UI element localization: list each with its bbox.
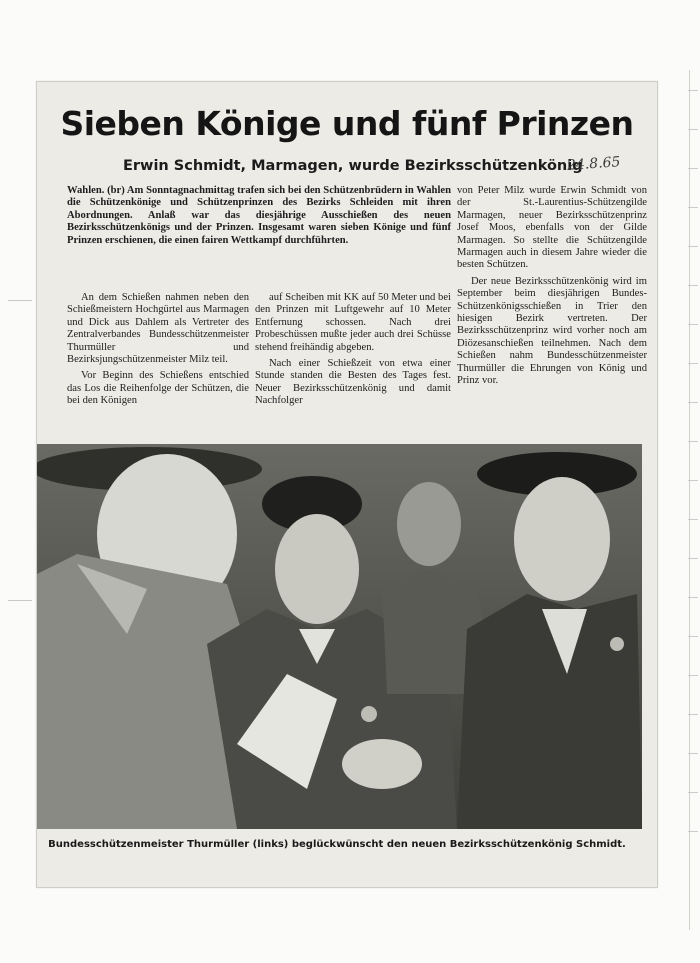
scan-edge-mark	[8, 600, 32, 601]
article-column-2	[255, 292, 451, 412]
article-headline: Sieben Könige und fünf Prinzen	[60, 104, 634, 143]
photo-caption: Bundesschützenmeister Thurmüller (links) beglückwünscht den neuen Bezirksschützenkönig Schmidt.	[48, 839, 626, 850]
article-column-1	[67, 292, 249, 412]
paragraph: Der neue Bezirksschützenkönig wird im September beim diesjährigen Bundes-Schützenkönigsschießen in Trier den hiesigen Bezirk vertreten. Der Bezirksschützenprinz wird vorher noch am Diözesanschießen teilnehmen. Nach dem Schießen nahm Bundesschützenmeister Thurmüller die Ehrungen von König und Prinz vor.	[457, 275, 647, 387]
article-subheadline: Erwin Schmidt, Marmagen, wurde Bezirksschützenkönig	[123, 158, 583, 174]
photo-illustration	[37, 444, 642, 829]
paragraph: auf Scheiben mit KK auf 50 Meter und bei den Prinzen mit Luftgewehr auf 10 Meter Entfernung schossen. Nach drei Probeschüssen mußte jeder auch drei Schüsse stehend freihändig abgeben.	[255, 292, 451, 353]
handwritten-date: 24.8.65	[566, 154, 621, 174]
paragraph: Vor Beginn des Schießens entschied das Los die Reihenfolge der Schützen, die bei den Königen	[67, 370, 249, 407]
scan-edge-mark	[8, 300, 32, 301]
paragraph: Nach einer Schießzeit von etwa einer Stunde standen die Besten des Tages fest. Neuer Bezirksschützenkönig und damit Nachfolger	[255, 358, 451, 407]
lead-paragraph	[67, 185, 451, 251]
paragraph: von Peter Milz wurde Erwin Schmidt von der St.-Laurentius-Schützengilde Marmagen, neuer Bezirksschützenprinz Josef Moos, ebenfalls von der Gilde Marmagen. So stellte die Schützengilde Marmagen auch in diesem Jahre wieder die besten Schützen.	[457, 185, 647, 271]
article-column-3	[457, 185, 647, 392]
lead-text: Wahlen. (br) Am Sonntagnachmittag trafen sich bei den Schützenbrüdern in Wahlen die Schützenkönige und Schützenprinzen des Bezirks Schleiden mit ihren Abordnungen. Anlaß war das diesjährige Ausschießen des neuen Bezirksschützenkönigs und der Prinzen. Insgesamt waren sieben Könige und fünf Prinzen erschienen, die einen fairen Wettkampf durchführten.	[67, 185, 451, 246]
news-photo	[37, 444, 642, 829]
newspaper-clipping	[36, 81, 658, 888]
page-ruler-ticks	[688, 90, 698, 890]
paragraph: An dem Schießen nahmen neben den Schießmeistern Hochgürtel aus Marmagen und Dick aus Dahlem als Vertreter des Zentralverbandes Bundesschützenmeister Thurmüller und Bezirksjungschützenmeister Milz teil.	[67, 292, 249, 366]
